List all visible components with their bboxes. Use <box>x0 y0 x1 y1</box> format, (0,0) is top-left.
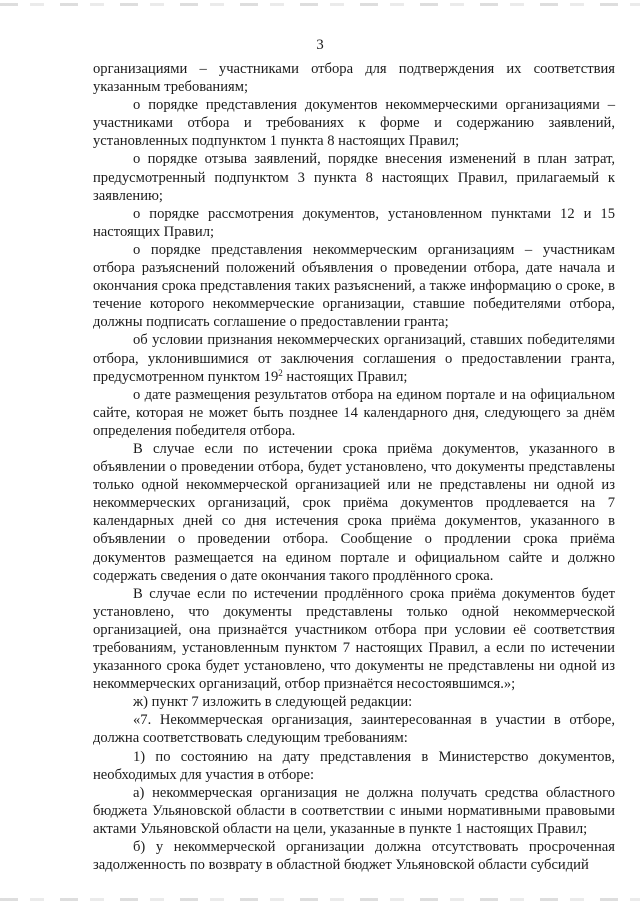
page-number: 3 <box>316 37 324 53</box>
paragraph: 1) по состоянию на дату представления в Министерство документов, необходимых для участия в отборе: <box>93 748 615 783</box>
document-body <box>93 60 615 874</box>
superscript: 2 <box>278 367 283 378</box>
paragraph: «7. Некоммерческая организация, заинтересованная в участии в отборе, должна соответствовать следующим требованиям: <box>93 712 615 747</box>
paragraph: а) некоммерческая организация не должна получать средства областного бюджета Ульяновской области в соответствии с иными нормативными правовыми актами Ульяновской области на цели, указанные в пункте 1 настоящих Правил; <box>93 784 615 837</box>
paragraph: о порядке представления документов некоммерческими организациями – участниками отбора и требованиях к форме и содержанию заявлений, установленных подпунктом 1 пункта 8 настоящих Правил; <box>93 97 615 150</box>
paragraph: ж) пункт 7 изложить в следующей редакции: <box>133 694 413 711</box>
paragraph: б) у некоммерческой организации должна отсутствовать просроченная задолженность по возврату в областной бюджет Ульяновской области субсидий <box>93 839 615 874</box>
paragraph: о дате размещения результатов отбора на едином портале и на официальном сайте, которая не может быть позднее 14 календарного дня, следующего за днём определения победителя отбора. <box>93 386 615 439</box>
scan-edge-top <box>0 3 640 6</box>
paragraph: В случае если по истечении продлённого срока приёма документов будет установлено, что документы представлены только одной некоммерческой организацией, она признаётся участником отбора при условии её соответствия требованиям, установленным пунктом 7 настоящих Правил, а если по истечении указанного срока будет установлено, что документы не представлены ни одной из некоммерческих организаций, отбор признаётся несостоявшимся.»; <box>93 585 615 693</box>
paragraph: организациями – участниками отбора для подтверждения их соответствия указанным требованиям; <box>93 61 615 96</box>
paragraph-text: об условии признания некоммерческих организаций, ставших победителями отбора, уклонившимися от заключения соглашения о предоставлении гранта, предусмотренном пунктом 19 <box>93 332 615 385</box>
paragraph-with-superscript <box>93 331 615 385</box>
paragraph: о порядке представления некоммерческим организациям – участникам отбора разъяснений положений объявления о проведении отбора, дате начала и окончания срока представления таких разъяснений, а также информацию о сроке, в течение которого некоммерческие организации, ставшие победителями отбора, должны подписать соглашение о предоставлении гранта; <box>93 241 615 331</box>
scan-edge-bottom <box>0 898 640 901</box>
paragraph-text-after: настоящих Правил; <box>282 368 408 385</box>
paragraph: о порядке отзыва заявлений, порядке внесения изменений в план затрат, предусмотренный подпунктом 3 пункта 8 настоящих Правил, прилагаемый к заявлению; <box>93 151 615 204</box>
paragraph: В случае если по истечении срока приёма документов, указанного в объявлении о проведении отбора, будет установлено, что документы представлены только одной некоммерческой организацией или не представлены ни одной из некоммерческих организаций, срок приёма документов продлевается на 7 календарных дней со дня истечения срока приёма документов, указанного в объявлении о проведении отбора. Сообщение о продлении срока приёма документов размещается на едином портале и официальном сайте и должно содержать сведения о дате окончания такого продлённого срока. <box>93 440 615 584</box>
paragraph: о порядке рассмотрения документов, установленном пунктами 12 и 15 настоящих Правил; <box>93 205 615 240</box>
